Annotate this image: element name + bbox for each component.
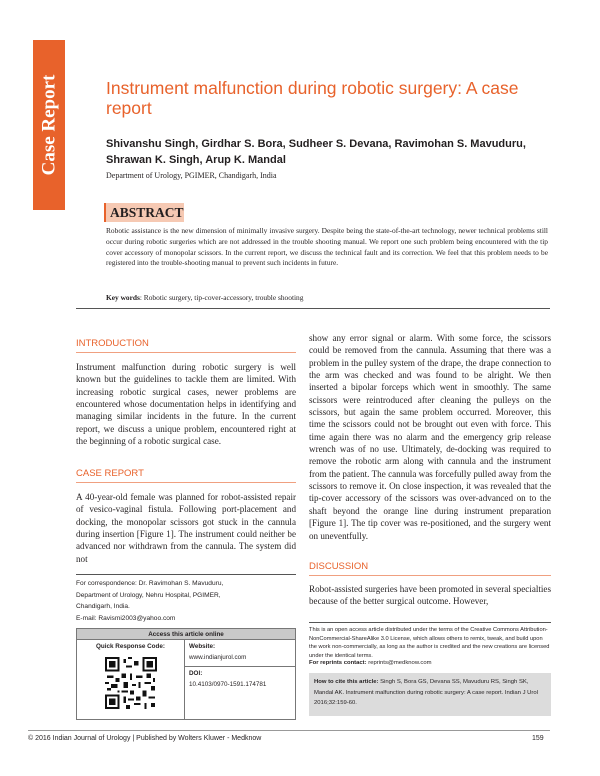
divider	[28, 730, 550, 731]
case-report-heading: CASE REPORT	[76, 468, 144, 479]
doi-value[interactable]: 10.4103/0970-1591.174781	[189, 681, 267, 688]
correspondence	[76, 574, 296, 624]
access-article-box	[76, 628, 296, 720]
doi-cell	[185, 667, 295, 694]
affiliation: Department of Urology, PGIMER, Chandigarh, India	[106, 171, 277, 180]
introduction-text: Instrument malfunction during robotic surgery is well known but the guidelines to tackle them are limited. With increasing robotic surgical cases, newer problems are encountered whose documentation helps in identifying and managing similar incidents in the future. In the current report, we discuss a unique problem, encountered right at the beginning of a robotic surgical case.	[76, 362, 296, 447]
access-header: Access this article online	[77, 629, 295, 640]
correspondence-line: Department of Urology, Nehru Hospital, PGIMER,	[76, 591, 221, 599]
case-report-continued-text: show any error signal or alarm. With some force, the scissors could be removed from the cannula. Assuming that there was a problem in the pulley system of the drape, the drape connection to the arm was checked and was found to be alright. We then inserted a bipolar forceps which went in smoothly. The same scissors were reintroduced after cleaning the pulleys on the scissors, but again the same problem occurred. Moreover, this time the scissors could not be brought out even with force. This time again there was no alarm and the emergency grip release wrench was of no use. Ultimately, de-docking was required to remove the robotic arm along with cannula and the instrument from the patient. The cannula was forcefully pulled away from the scissors to remove it. On close inspection, it was revealed that the tip-cover accessory of the scissors was over-advanced on to the shaft beyond the orange line during instrument preparation [Figure 1]. The tip cover was re-positioned, and the surgery went on uneventfully.	[309, 333, 551, 541]
abstract-text: Robotic assistance is the new dimension of minimally invasive surgery. Despite being the state-of-the-art technology, newer technical problems still occur during robotic surgeries which are not addressed in the trouble shooting manual. We report one such problem being encountered with the tip cover accessory of monopolar scissors. In the current report, we discuss the technical fault and its correction. We feel that this problem needs to be registered into the trouble-shooting manual to prevent such incidents in future.	[106, 226, 548, 268]
keywords	[106, 293, 303, 302]
website-link[interactable]: www.indianjurol.com	[189, 654, 247, 661]
divider	[309, 575, 551, 576]
license-notice: This is an open access article distributed under the terms of the Creative Commons Attribution-NonCommercial-ShareAlike 3.0 License, which allows others to remix, tweak, and build upon the work non-commercially, as long as the author is credited and the new creations are licensed under the identical terms.	[309, 622, 551, 660]
reprints-label: For reprints contact:	[309, 660, 367, 666]
discussion-text: Robot-assisted surgeries have been promoted in several specialties because of the better surgical outcome. However,	[309, 584, 552, 607]
reprints-contact	[309, 660, 432, 666]
reprints-email[interactable]: reprints@medknow.com	[366, 660, 432, 666]
page-number: 159	[532, 735, 544, 742]
qr-label: Quick Response Code:	[96, 643, 165, 650]
section-tab-label: Case Report	[38, 74, 59, 176]
qr-code-icon	[105, 657, 157, 709]
discussion-heading: DISCUSSION	[309, 561, 369, 572]
case-report-text: A 40-year-old female was planned for robot-assisted repair of vesico-vaginal fistula. Following port-placement and docking, the monopolar scissors got stuck in the cannula during insertion [Figure 1]. The instrument could neither be advanced nor withdrawn from the cannula. The system did not	[76, 492, 296, 564]
divider	[76, 308, 550, 309]
qr-column	[77, 640, 185, 719]
website-cell	[185, 640, 295, 667]
section-tab	[33, 40, 65, 210]
keywords-text: : Robotic surgery, tip-cover-accessory, trouble shooting	[139, 293, 304, 302]
access-info	[185, 640, 295, 719]
citation-label: How to cite this article:	[314, 679, 379, 685]
footer-text: © 2016 Indian Journal of Urology | Published by Wolters Kluwer - Medknow	[28, 735, 262, 742]
correspondence-line: For correspondence: Dr. Ravimohan S. Mavuduru,	[76, 580, 224, 587]
citation-text: Singh S, Bora GS, Devana SS, Mavuduru RS, Singh SK, Mandal AK. Instrument malfunction during robotic surgery: A case report. Indian J Urol 2016;32:159-60.	[314, 679, 538, 706]
author-list: Shivanshu Singh, Girdhar S. Bora, Sudheer S. Devana, Ravimohan S. Mavuduru, Shrawan K. Singh, Arup K. Mandal	[106, 138, 526, 166]
divider	[76, 352, 296, 353]
correspondence-email: E-mail: Ravismi2003@yahoo.com	[76, 614, 176, 622]
divider	[76, 482, 296, 483]
article-title: Instrument malfunction during robotic surgery: A case report	[106, 78, 519, 118]
doi-label: DOI:	[189, 670, 203, 677]
keywords-label: Key words	[106, 293, 140, 302]
introduction-heading: INTRODUCTION	[76, 338, 149, 349]
citation-box	[309, 673, 551, 716]
website-label: Website:	[189, 643, 216, 650]
correspondence-line: Chandigarh, India.	[76, 603, 130, 610]
abstract-heading: ABSTRACT	[110, 205, 184, 220]
